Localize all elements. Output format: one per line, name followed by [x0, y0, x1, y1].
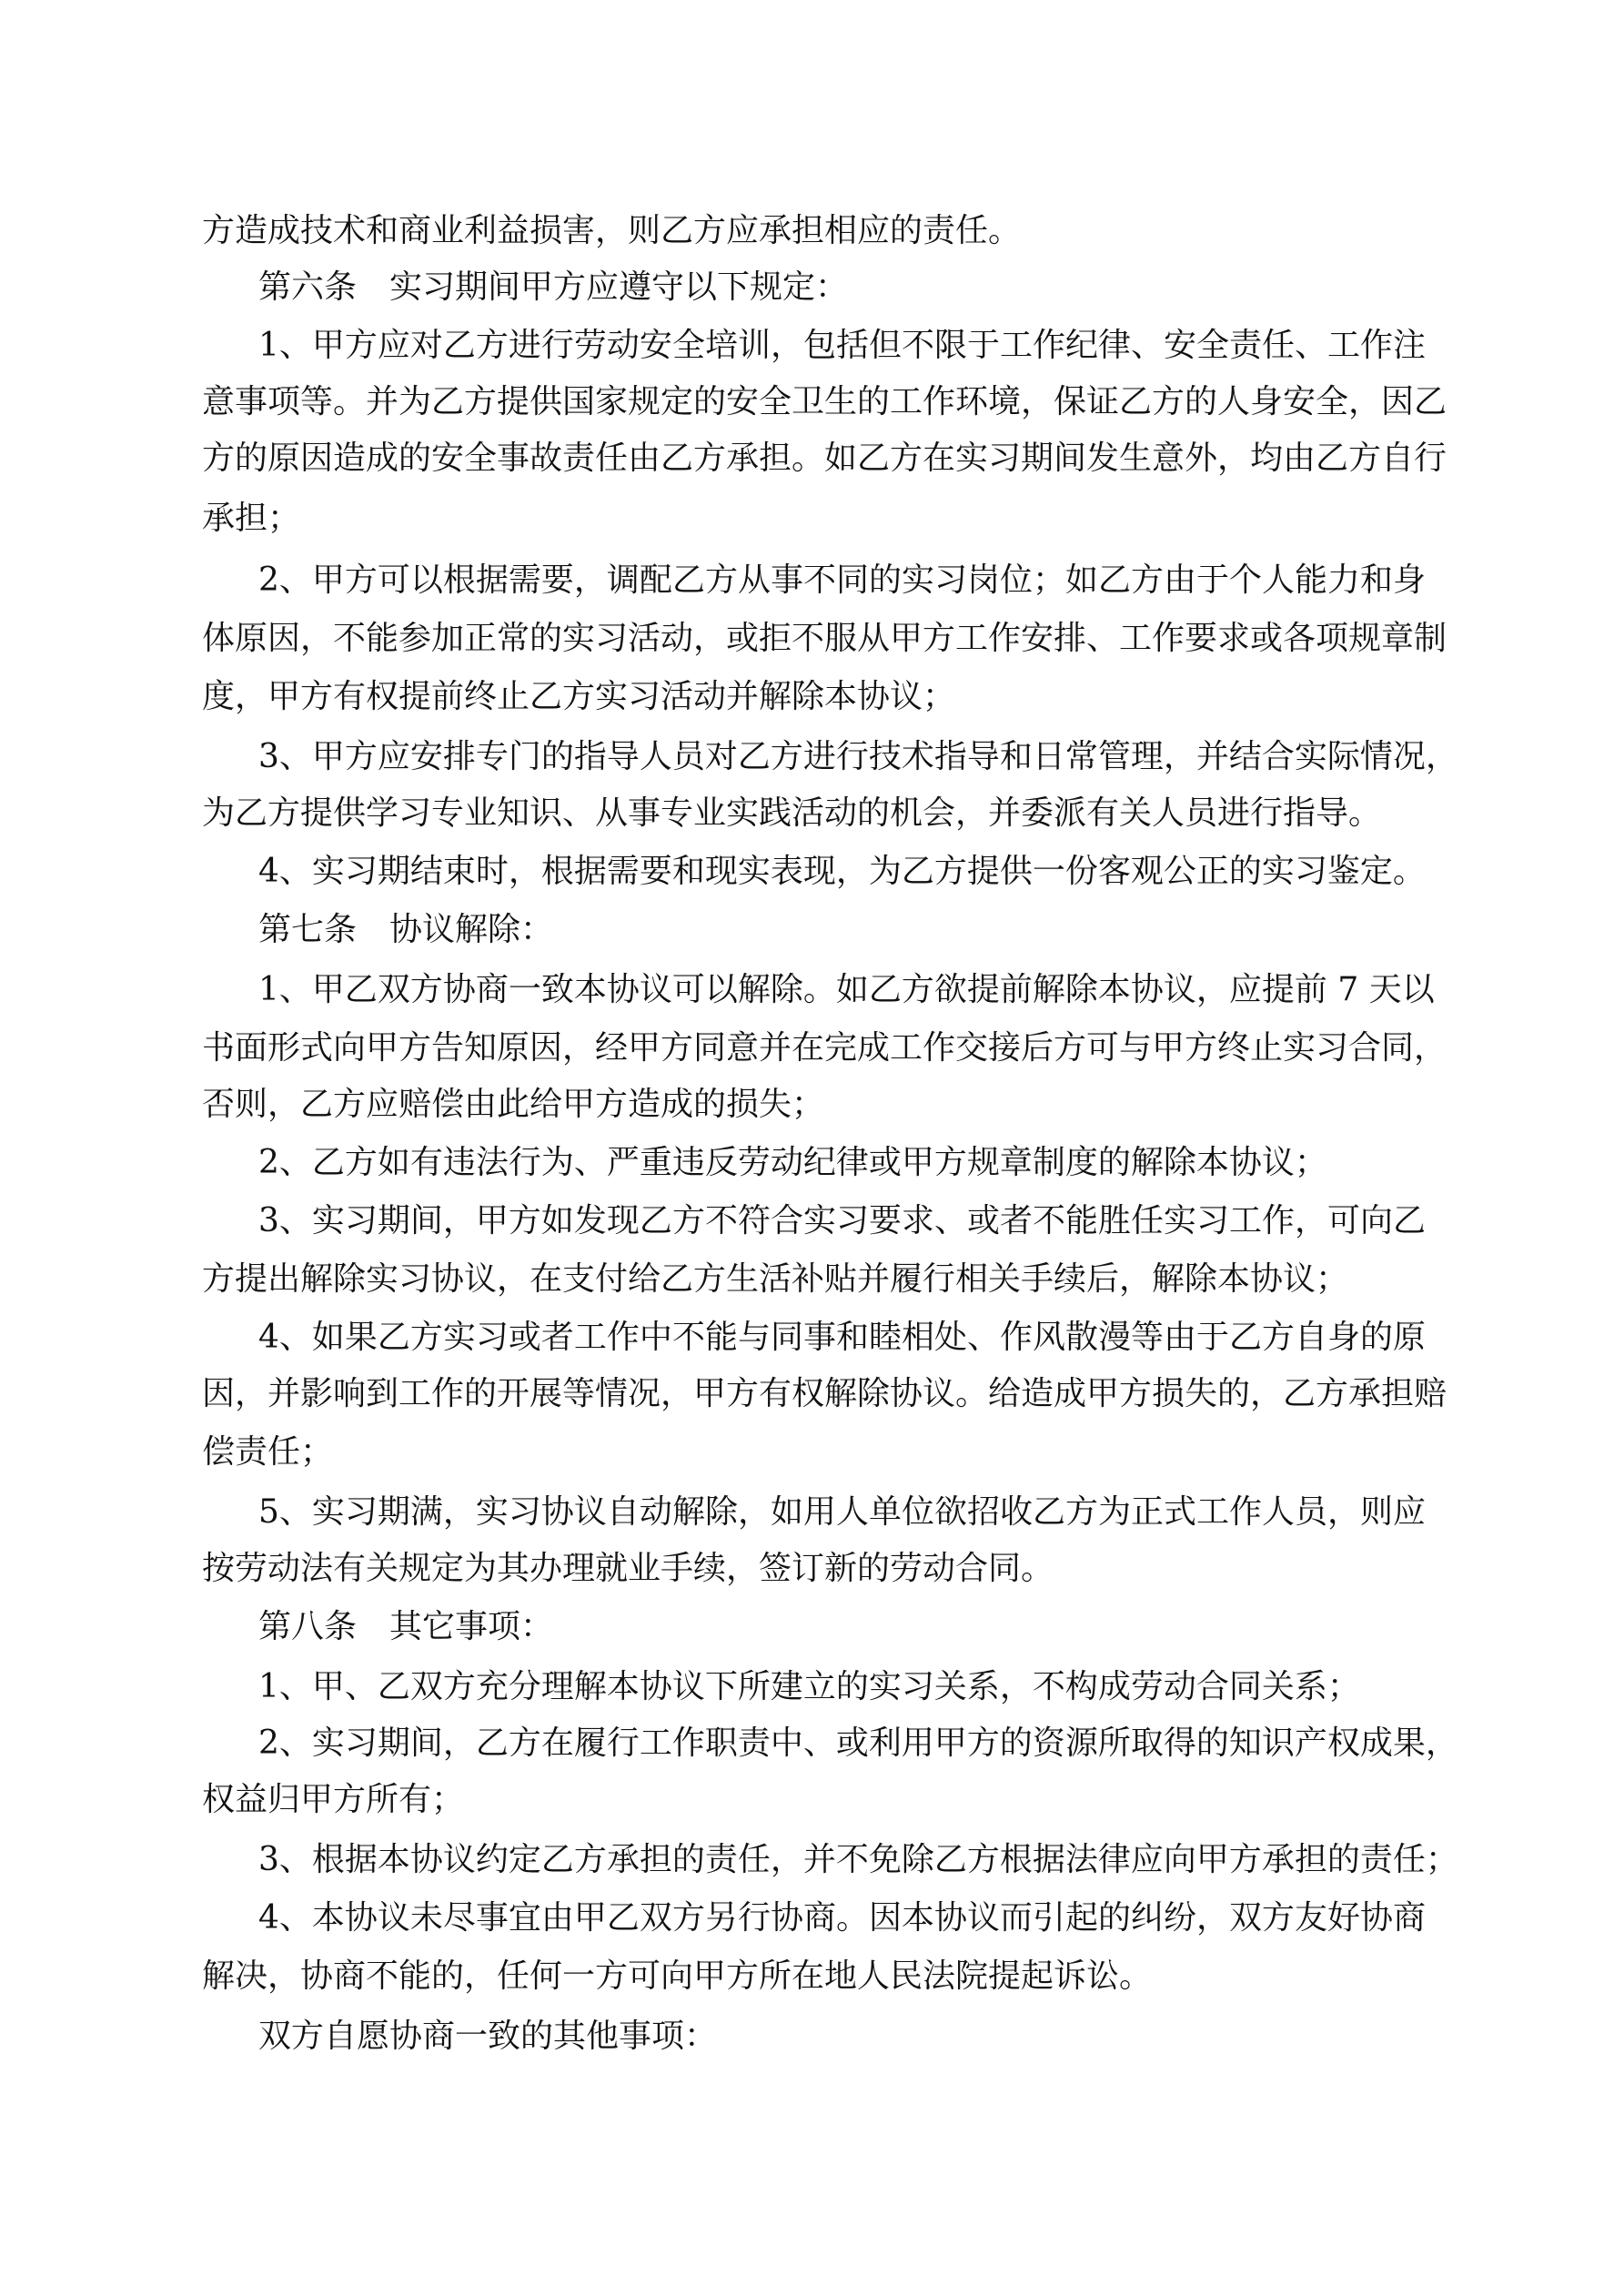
text-line: 解决，协商不能的，任何一方可向甲方所在地人民法院提起诉讼。 [202, 1957, 1153, 1995]
text-line: 3、实习期间，甲方如发现乙方不符合实习要求、或者不能胜任实习工作，可向乙 [258, 1202, 1426, 1239]
text-line: 按劳动法有关规定为其办理就业手续，签订新的劳动合同。 [202, 1550, 1054, 1587]
text-line: 1、甲、乙双方充分理解本协议下所建立的实习关系，不构成劳动合同关系； [258, 1668, 1360, 1705]
text-line: 书面形式向甲方告知原因，经甲方同意并在完成工作交接后方可与甲方终止实习合同， [202, 1029, 1447, 1067]
text-line: 2、乙方如有违法行为、严重违反劳动纪律或甲方规章制度的解除本协议； [258, 1144, 1327, 1181]
text-line: 因，并影响到工作的开展等情况，甲方有权解除协议。给造成甲方损失的，乙方承担赔 [202, 1375, 1447, 1412]
text-line: 体原因，不能参加正常的实习活动，或拒不服从甲方工作安排、工作要求或各项规章制 [202, 620, 1447, 657]
text-line: 3、根据本协议约定乙方承担的责任，并不免除乙方根据法律应向甲方承担的责任； [258, 1841, 1458, 1878]
text-line: 1、甲乙双方协商一致本协议可以解除。如乙方欲提前解除本协议，应提前 7 天以 [258, 971, 1435, 1008]
text-line: 否则，乙方应赔偿由此给甲方造成的损失； [202, 1086, 825, 1123]
text-line: 为乙方提供学习专业知识、从事专业实践活动的机会，并委派有关人员进行指导。 [202, 794, 1382, 832]
article-heading: 第六条 实习期间甲方应遵守以下规定： [258, 268, 849, 306]
text-line: 5、实习期满，实习协议自动解除，如用人单位欲招收乙方为正式工作人员，则应 [258, 1493, 1426, 1531]
text-line: 权益归甲方所有； [202, 1781, 465, 1818]
text-line: 方提出解除实习协议，在支付给乙方生活补贴并履行相关手续后，解除本协议； [202, 1260, 1349, 1298]
text-line: 度，甲方有权提前终止乙方实习活动并解除本协议； [202, 678, 956, 715]
text-line: 4、本协议未尽事宜由甲乙双方另行协商。因本协议而引起的纠纷，双方友好协商 [258, 1899, 1426, 1937]
text-line: 1、甲方应对乙方进行劳动安全培训，包括但不限于工作纪律、安全责任、工作注 [258, 327, 1426, 364]
text-line: 3、甲方应安排专门的指导人员对乙方进行技术指导和日常管理，并结合实际情况， [258, 738, 1458, 775]
text-line: 2、实习期间，乙方在履行工作职责中、或利用甲方的资源所取得的知识产权成果， [258, 1725, 1458, 1762]
article-heading: 第七条 协议解除： [258, 911, 554, 948]
text-line: 偿责任； [202, 1433, 334, 1471]
text-line: 意事项等。并为乙方提供国家规定的安全卫生的工作环境，保证乙方的人身安全，因乙 [202, 383, 1447, 420]
text-line: 4、实习期结束时，根据需要和现实表现，为乙方提供一份客观公正的实习鉴定。 [258, 853, 1426, 890]
article-heading: 第八条 其它事项： [258, 1608, 554, 1645]
text-line: 2、甲方可以根据需要，调配乙方从事不同的实习岗位；如乙方由于个人能力和身 [258, 561, 1426, 599]
text-line: 方的原因造成的安全事故责任由乙方承担。如乙方在实习期间发生意外，均由乙方自行 [202, 440, 1447, 477]
text-line: 4、如果乙方实习或者工作中不能与同事和睦相处、作风散漫等由于乙方自身的原 [258, 1319, 1426, 1356]
text-line: 方造成技术和商业利益损害，则乙方应承担相应的责任。 [202, 212, 1022, 249]
text-line: 承担； [202, 500, 301, 537]
text-line: 双方自愿协商一致的其他事项： [258, 2018, 718, 2055]
